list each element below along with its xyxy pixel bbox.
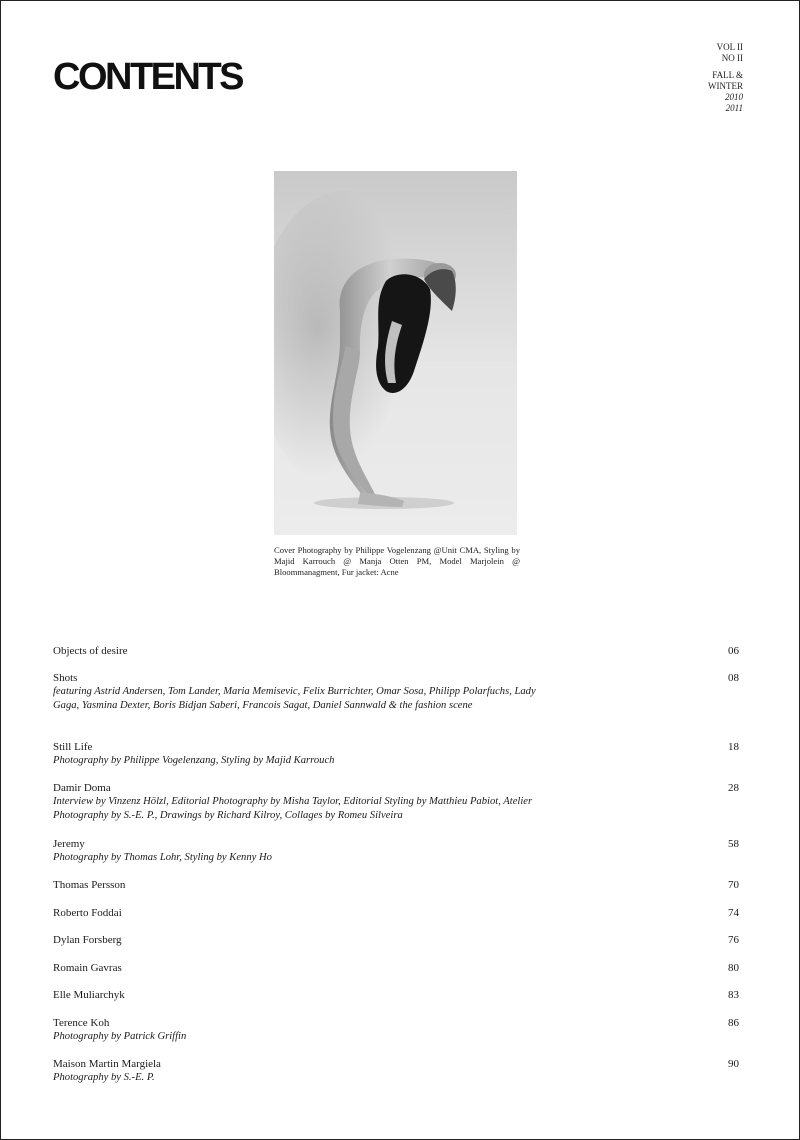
page-title: CONTENTS <box>53 56 242 98</box>
season-label-2: WINTER <box>708 81 743 91</box>
toc-entry[interactable] <box>53 878 739 892</box>
toc-entry-credit: Photography by Thomas Lohr, Styling by Kenny Ho <box>53 852 272 863</box>
toc-entry[interactable] <box>53 933 739 947</box>
toc-entry[interactable] <box>53 671 739 713</box>
toc-entry-title: Elle Muliarchyk <box>53 989 125 1001</box>
toc-entry-title: Damir Doma <box>53 782 111 794</box>
number-label: NO II <box>721 53 743 63</box>
toc-entry-credit: Photography by Philippe Vogelenzang, Styling by Majid Karrouch <box>53 755 335 766</box>
toc-entry-title: Shots <box>53 672 78 684</box>
toc-entry-page: 18 <box>728 741 739 753</box>
toc-entry-title: Dylan Forsberg <box>53 934 122 946</box>
toc-entry-title: Jeremy <box>53 838 85 850</box>
cover-photo <box>274 171 517 535</box>
toc-entry-title: Objects of desire <box>53 645 128 657</box>
toc-entry-page: 06 <box>728 645 739 657</box>
year-label-2: 2011 <box>725 103 743 113</box>
toc-entry-credit: Photography by Patrick Griffin <box>53 1031 187 1042</box>
toc-entry-page: 58 <box>728 838 739 850</box>
toc-entry[interactable] <box>53 988 739 1002</box>
toc-entry[interactable] <box>53 781 739 823</box>
season-label-1: FALL & <box>712 70 743 80</box>
volume-label: VOL II <box>716 42 743 52</box>
toc-entry-credit: featuring Astrid Andersen, Tom Lander, Maria Memisevic, Felix Burrichter, Omar Sosa, Philipp Polarfuchs, Lady Gaga, Yasmina Dexter, Boris Bidjan Saberi, Francois Sagat, Daniel Sannwald & the fashion scene <box>53 686 536 711</box>
issue-info <box>653 42 743 114</box>
toc-entry-title: Roberto Foddai <box>53 907 122 919</box>
toc-entry-title: Terence Koh <box>53 1017 110 1029</box>
toc-entry[interactable] <box>53 1016 739 1044</box>
toc-entry-title: Romain Gavras <box>53 962 122 974</box>
toc-entry-credit: Photography by S.-E. P. <box>53 1072 155 1083</box>
toc-entry-credit: Interview by Vinzenz Hölzl, Editorial Photography by Misha Taylor, Editorial Styling by Matthieu Pabiot, Atelier Photography by S.-E. P., Drawings by Richard Kilroy, Collages by Romeu Silveira <box>53 796 533 821</box>
year-label-1: 2010 <box>725 92 743 102</box>
toc-entry[interactable] <box>53 837 739 865</box>
toc-entry-page: 83 <box>728 989 739 1001</box>
toc-entry[interactable] <box>53 740 739 768</box>
toc-entry-page: 86 <box>728 1017 739 1029</box>
toc-entry-page: 80 <box>728 962 739 974</box>
toc-entry-title: Still Life <box>53 741 93 753</box>
cover-caption: Cover Photography by Philippe Vogelenzang @Unit CMA, Styling by Majid Karrouch @ Manja Otten PM, Model Marjolein @ Bloommanagment, Fur jacket: Acne <box>274 545 520 577</box>
toc-entry-page: 74 <box>728 907 739 919</box>
toc-entry[interactable] <box>53 1057 739 1085</box>
toc-entry[interactable] <box>53 644 739 658</box>
toc-entry-page: 70 <box>728 879 739 891</box>
toc-entry-page: 76 <box>728 934 739 946</box>
toc-entry[interactable] <box>53 906 739 920</box>
toc-entry-page: 90 <box>728 1058 739 1070</box>
toc-entry[interactable] <box>53 961 739 975</box>
toc-entry-title: Thomas Persson <box>53 879 126 891</box>
toc-entry-page: 28 <box>728 782 739 794</box>
toc-entry-page: 08 <box>728 672 739 684</box>
toc-entry-title: Maison Martin Margiela <box>53 1058 161 1070</box>
